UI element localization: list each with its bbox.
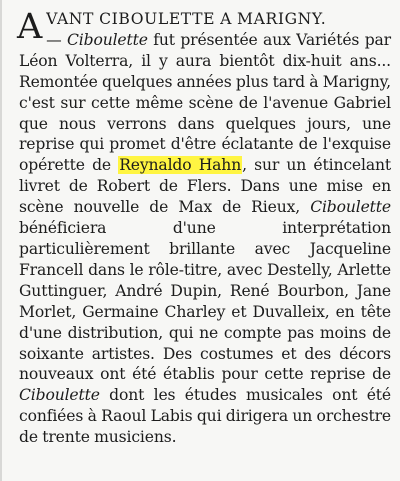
dash: — [46,30,68,49]
left-edge-rule [0,0,2,481]
work-title: Ciboulette [67,30,148,49]
work-title-3: Ciboulette [19,386,100,405]
article-text-1: fut présentée aux Variétés par Léon Volterra, il y aura bientôt dix-huit ans... Remontée quelques années plus tard à Marigny, c'est sur cette même scène de l'avenue Gabriel que nous verrons dans quelques jours, une reprise qui promet d'être éclatante de l'exquise opérette de [19,30,391,175]
article-text-4: dont les études musicales ont été confiées à Raoul Labis qui dirigera un orchestre de trente musiciens. [19,386,391,447]
highlighted-name: Reynaldo Hahn [119,156,242,175]
article-body [19,9,391,448]
headline: VANT CIBOULETTE A MARIGNY. [46,10,327,28]
drop-cap-letter: A [17,7,43,47]
article-text-2: , sur un étincelant livret de Robert de Flers. Dans une mise en scène nouvelle de Max de Rieux, [19,156,391,217]
article-text-3: bénéficiera d'une interprétation particulièrement brillante avec Jacqueline Francell dans le rôle-titre, avec Destelly, Arlette Guttinguer, André Dupin, René Bourbon, Jane Morlet, Germaine Charley et Duvalleix, en tête d'une distribution, qui ne compte pas moins de soixante artistes. Des costumes et des décors nouveaux ont été établis pour cette reprise de [19,219,391,384]
work-title-2: Ciboulette [310,198,391,217]
